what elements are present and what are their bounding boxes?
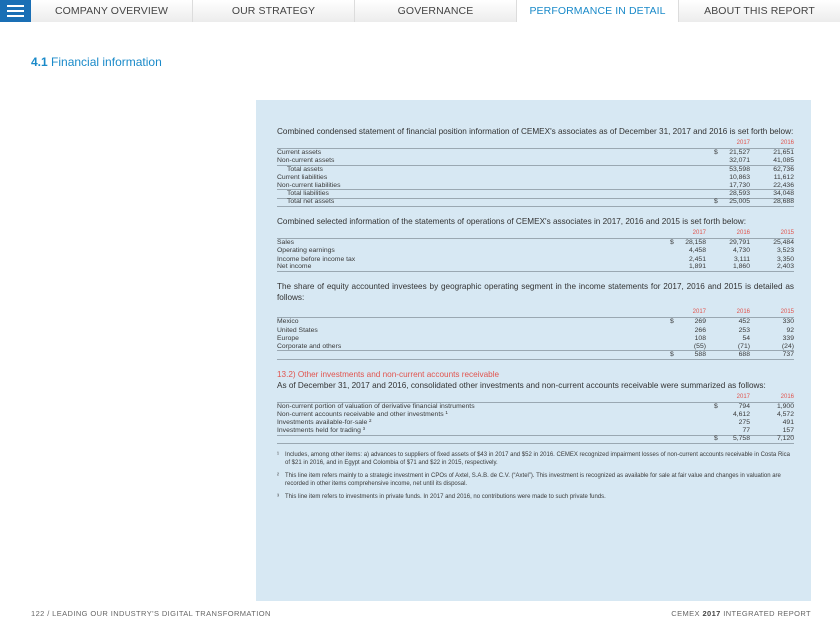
section-number: 4.1 (31, 55, 48, 69)
value-2016: 4,572 (776, 411, 794, 419)
footnotes (277, 451, 794, 501)
year-header: 2017 (692, 309, 706, 316)
footnote (277, 472, 794, 488)
row-label: Non-current accounts receivable and other investments ¹ (277, 411, 448, 419)
tab-our-strategy[interactable]: OUR STRATEGY (193, 0, 355, 22)
value-2017: 53,598 (729, 165, 750, 173)
table-row (277, 327, 794, 335)
row-label: Non-current portion of valuation of derivative financial instruments (277, 402, 475, 410)
currency-sign: $ (714, 198, 718, 206)
total-row (277, 351, 794, 359)
value-2016: 253 (738, 326, 750, 334)
row-label: Total assets (287, 165, 323, 173)
value-2017: 28,593 (729, 189, 750, 197)
value-2017: 108 (694, 334, 706, 342)
value-2016: 157 (782, 427, 794, 435)
position-years (277, 140, 794, 148)
value-2015: 339 (782, 334, 794, 342)
equity-years (277, 309, 794, 317)
top-navigation (0, 0, 840, 22)
value-2016: 452 (738, 318, 750, 326)
footnote-text: This line item refers mainly to a strategic investment in CPOs of Axtel, S.A.B. de C.V. (“Axtel”). This investment is recognized as available for sale at fair value and changes in valuation are recorded in other items comprehensive income, net until its disposal. (285, 473, 781, 488)
other-investments-block (277, 370, 794, 444)
value-2017: 266 (694, 326, 706, 334)
year-header: 2015 (780, 309, 794, 316)
tab-company-overview[interactable]: COMPANY OVERVIEW (31, 0, 193, 22)
row-label: Sales (277, 239, 295, 247)
row-label: Operating earnings (277, 247, 335, 255)
value-2016: 41,085 (773, 156, 794, 164)
position-intro: Combined condensed statement of financial position information of CEMEX's associates as of December 31, 2017 and 2016 is set forth below: (277, 127, 794, 136)
row-label: Investments available-for-sale ² (277, 419, 372, 427)
currency-sign: $ (714, 402, 718, 410)
year-header: 2017 (736, 140, 750, 146)
value-2017: 275 (738, 419, 750, 427)
value-2016: 29,791 (729, 239, 750, 247)
value-2015: 3,350 (776, 255, 794, 263)
table-row (277, 239, 794, 247)
table-row (277, 403, 794, 411)
value-2017: 17,730 (729, 181, 750, 189)
financial-content (277, 126, 794, 506)
footer-report-title (671, 609, 811, 618)
value-2017: 588 (694, 350, 706, 358)
value-2016: 28,688 (773, 198, 794, 206)
footnote-text: This line item refers to investments in private funds. In 2017 and 2016, no contributions were made to such private funds. (285, 494, 606, 501)
currency-sign: $ (714, 149, 718, 156)
currency-sign: $ (714, 435, 718, 443)
footnote-marker: ² (277, 473, 279, 480)
table-row (277, 247, 794, 255)
row-label: Investments held for trading ³ (277, 427, 366, 435)
value-2016: 11,612 (773, 173, 794, 181)
value-2017: 4,458 (688, 247, 706, 255)
value-2017: 4,612 (732, 411, 750, 419)
year-header: 2016 (736, 309, 750, 316)
value-2015: 330 (782, 318, 794, 326)
row-label: Current assets (277, 149, 322, 156)
table-row (277, 264, 794, 272)
value-2017: 32,071 (729, 156, 750, 164)
footer-brand: CEMEX (671, 609, 700, 618)
footnote-text: Includes, among other items: a) advances to suppliers of fixed assets of $43 in 2017 and $52 in 2016. CEMEX recognized impairment losses of non-current accounts receivable in Costa Rica of $21 in 2016, and in Egypt and Colombia of $71 and $22 in 2015, respectively. (285, 452, 790, 467)
value-2017: 10,863 (729, 173, 750, 181)
footnote-marker: ³ (277, 494, 279, 501)
row-label: Non-current assets (277, 156, 335, 164)
row-label: Total net assets (287, 198, 335, 206)
row-label: Non-current liabilities (277, 181, 341, 189)
table-row (277, 166, 794, 174)
other-investments-intro: As of December 31, 2017 and 2016, consolidated other investments and non-current accounts receivable were summarized as follows: (277, 380, 766, 390)
operations-intro: Combined selected information of the statements of operations of CEMEX's associates in 2017, 2016 and 2015 is set forth below: (277, 217, 746, 227)
value-2017: 77 (742, 427, 750, 435)
position-table (277, 148, 794, 207)
value-2015: (24) (781, 342, 794, 350)
tab-governance[interactable]: GOVERNANCE (355, 0, 517, 22)
row-label: Europe (277, 334, 299, 342)
equity-block (277, 281, 794, 359)
row-label: United States (277, 326, 318, 334)
value-2017: 2,451 (688, 255, 706, 263)
row-label: Corporate and others (277, 342, 342, 350)
footnote (277, 451, 794, 467)
value-2016: 491 (782, 419, 794, 427)
currency-sign: $ (670, 350, 674, 358)
value-2017: 25,005 (729, 198, 750, 206)
value-2016: 3,111 (734, 255, 750, 263)
value-2015: 3,523 (776, 247, 794, 255)
footer-report-name: INTEGRATED REPORT (723, 609, 811, 618)
year-header: 2016 (780, 140, 794, 146)
table-row (277, 199, 794, 207)
value-2016: 688 (738, 350, 750, 358)
row-label: Mexico (277, 318, 299, 326)
operations-table (277, 238, 794, 272)
table-row (277, 157, 794, 165)
section-title-text: Financial information (51, 55, 162, 69)
table-row (277, 318, 794, 326)
year-header: 2016 (736, 230, 750, 237)
row-label: Total liabilities (287, 189, 329, 197)
value-2016: 21,651 (773, 149, 794, 156)
value-2017: 794 (738, 402, 750, 410)
tab-performance-in-detail[interactable]: PERFORMANCE IN DETAIL (517, 0, 679, 22)
other-years (277, 394, 794, 402)
year-header: 2017 (692, 230, 706, 237)
value-2016: 4,730 (732, 247, 750, 255)
value-2016: 7,120 (776, 435, 794, 443)
currency-sign: $ (670, 239, 674, 247)
value-2016: 34,048 (773, 189, 794, 197)
operations-block (277, 216, 794, 272)
year-header: 2016 (780, 393, 794, 400)
value-2016: 62,736 (773, 165, 794, 173)
year-header: 2015 (780, 230, 794, 237)
other-table (277, 402, 794, 444)
value-2017: 5,758 (732, 435, 750, 443)
value-2016: (71) (737, 342, 750, 350)
operations-years (277, 230, 794, 238)
page-title (31, 55, 162, 69)
position-block (277, 126, 794, 207)
value-2016: 22,436 (773, 181, 794, 189)
value-2015: 2,403 (776, 263, 794, 271)
other-investments-heading: 13.2) Other investments and non-current accounts receivable (277, 369, 500, 379)
hamburger-menu-icon[interactable] (0, 0, 31, 22)
value-2015: 25,484 (773, 239, 794, 247)
value-2017: 269 (694, 318, 706, 326)
tab-about-this-report[interactable]: ABOUT THIS REPORT (679, 0, 840, 22)
footnote-marker: ¹ (277, 452, 279, 459)
value-2017: 28,158 (685, 239, 706, 247)
row-label: Net income (277, 263, 312, 271)
value-2017: 21,527 (729, 149, 750, 156)
equity-intro: The share of equity accounted investees by geographic operating segment in the income statements for 2017, 2016 and 2015 is detailed as follows: (277, 282, 794, 303)
equity-table (277, 317, 794, 359)
total-row (277, 436, 794, 444)
footer-year: 2017 (702, 609, 721, 618)
value-2016: 54 (742, 334, 750, 342)
row-label: Current liabilities (277, 173, 328, 181)
currency-sign: $ (670, 318, 674, 326)
year-header: 2017 (736, 393, 750, 400)
value-2017: (55) (693, 342, 706, 350)
value-2015: 92 (786, 326, 794, 334)
value-2016: 1,900 (776, 402, 794, 410)
footnote (277, 493, 794, 501)
value-2017: 1,891 (688, 263, 706, 271)
row-label: Income before income tax (277, 255, 356, 263)
table-row (277, 411, 794, 419)
footer-page-info: 122 / LEADING OUR INDUSTRY'S DIGITAL TRANSFORMATION (31, 609, 271, 618)
value-2016: 1,860 (732, 263, 750, 271)
value-2015: 737 (782, 350, 794, 358)
